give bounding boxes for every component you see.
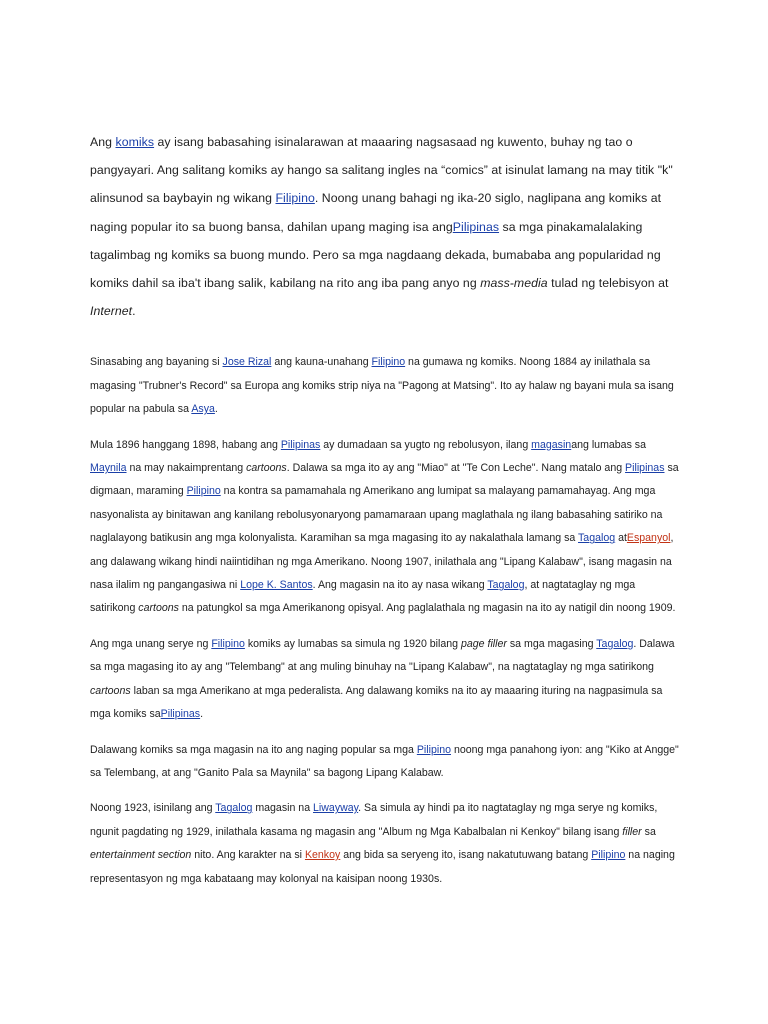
inline-link-pilipinas[interactable]: Pilipinas — [452, 219, 500, 234]
text-run: . Dalawa sa mga magasing ito ay ang "Telembang" at ang muling binuhay na "Lipang Kalabaw", na nagtataglay ng mga satirikong — [90, 637, 675, 674]
text-run: . — [214, 403, 218, 416]
text-run: laban sa mga Amerikano at mga pederalista. Ang dalawang komiks na ito ay maaaring ituring na nagpasimula sa mga komiks sa — [90, 684, 663, 721]
text-run: na naging representasyon ng mga kabataang may kolonyal na kaisipan noong 1930s. — [90, 849, 675, 885]
inline-link-filipino[interactable]: Filipino — [211, 637, 245, 650]
inline-link-kenkoy[interactable]: Kenkoy — [304, 849, 341, 862]
text-run: ay isang babasahing isinalarawan at maaaring nagsasaad ng kuwento, buhay ng tao o pangyayari. Ang salitang komiks ay hango sa salitang ingles na “comics” at isinulat lamang na may titik "k" alinsunod sa baybayin ng wikang — [90, 135, 673, 206]
text-run: na patungkol sa mga Amerikanong opisyal. Ang paglalathala ng magasin na ito ay natigil din noong 1909. — [178, 602, 676, 615]
italic-term: mass-media — [480, 276, 548, 291]
italic-term: cartoons — [138, 602, 179, 615]
inline-link-pilipino[interactable]: Pilipino — [186, 485, 221, 498]
text-run: ang kauna-unahang — [271, 356, 372, 369]
text-run: Ang — [90, 135, 116, 149]
text-run: ay dumadaan sa yugto ng rebolusyon, ilang — [320, 438, 532, 451]
text-run: noong mga panahong iyon: ang "Kiko at Angge" sa Telembang, at ang "Ganito Pala sa Maynila" sa bagong Lipang Kalabaw. — [90, 743, 679, 779]
text-run: komiks ay lumabas sa simula ng 1920 bilang — [244, 637, 461, 650]
body-paragraph — [90, 797, 680, 891]
text-run: . Ang magasin na ito ay nasa wikang — [312, 579, 488, 592]
text-run: ang lumabas sa — [571, 438, 646, 451]
italic-term: cartoons — [90, 684, 131, 697]
italic-term: filler — [622, 825, 642, 838]
text-run: Noong 1923, isinilang ang — [90, 802, 216, 815]
inline-link-pilipinas[interactable]: Pilipinas — [280, 438, 321, 451]
inline-link-jose-rizal[interactable]: Jose Rizal — [222, 356, 272, 369]
text-run: sa — [641, 825, 656, 838]
italic-term: entertainment section — [90, 849, 192, 862]
inline-link-filipino[interactable]: Filipino — [275, 191, 315, 206]
text-run: . Noong unang bahagi ng ika-20 siglo, naglipana ang komiks at naging popular ito sa buong bansa, dahilan upang maging isa ang — [90, 191, 662, 234]
text-run: na gumawa ng komiks. Noong 1884 ay inilathala sa magasing "Trubner's Record" sa Europa ang komiks strip niya na "Pagong at Matsing". Ito ay halaw ng bayani mula sa isang popular na pabula sa — [90, 356, 674, 416]
text-run: Mula 1896 hanggang 1898, habang ang — [90, 438, 281, 451]
inline-link-asya[interactable]: Asya — [191, 403, 215, 416]
text-run: Sinasabing ang bayaning si — [90, 356, 223, 369]
text-run: magasin na — [252, 802, 314, 815]
inline-link-pilipino[interactable]: Pilipino — [416, 743, 451, 756]
inline-link-tagalog[interactable]: Tagalog — [215, 802, 253, 815]
text-run: Dalawang komiks sa mga magasin na ito ang naging popular sa mga — [90, 743, 417, 756]
inline-link-tagalog[interactable]: Tagalog — [578, 532, 616, 545]
text-run: , at nagtataglay ng mga satirikong — [90, 579, 636, 615]
inline-link-komiks[interactable]: komiks — [115, 135, 155, 149]
text-run: . — [132, 304, 136, 319]
body-paragraph — [90, 351, 680, 421]
document-page — [90, 128, 680, 903]
text-run: na kontra sa pamamahala ng Amerikano ang lumipat sa malayang pamamahayag. Ang mga nasyonalista ay binitawan ang kanilang rebolusyonaryong pamamaraan upang maglathala ng ilang babasahing satiriko na naglalayong batikusin ang mga kolonyalista. Karamihan sa mga magasing ito ay nakalathala lamang sa — [90, 485, 663, 545]
italic-term: cartoons — [246, 462, 287, 475]
text-run: at — [615, 532, 627, 545]
inline-link-tagalog[interactable]: Tagalog — [596, 637, 634, 650]
inline-link-pilipinas[interactable]: Pilipinas — [625, 462, 665, 475]
intro-paragraph — [90, 128, 680, 325]
italic-term: page filler — [461, 637, 507, 650]
inline-link-pilipino[interactable]: Pilipino — [591, 849, 626, 862]
inline-link-maynila[interactable]: Maynila — [90, 462, 127, 475]
inline-link-liwayway[interactable]: Liwayway — [313, 802, 359, 815]
text-run: . Sa simula ay hindi pa ito nagtataglay ng mga serye ng komiks, ngunit pagdating ng 1929, inilathala kasama ng magasin ang "Album ng Mga Kabalbalan ni Kenkoy" bilang isang — [90, 802, 658, 838]
text-run: sa mga magasing — [506, 637, 597, 650]
text-run: Ang mga unang serye ng — [90, 637, 212, 650]
text-run: na may nakaimprentang — [126, 462, 247, 475]
text-run: . Dalawa sa mga ito ay ang "Miao" at "Te Con Leche". Nang matalo ang — [286, 462, 626, 475]
inline-link-tagalog[interactable]: Tagalog — [487, 579, 525, 592]
text-run: , ang dalawang wikang hindi naiintidihan ng mga Amerikano. Noong 1907, inilathala ang "Lipang Kalabaw", isang magasin na nasa ilalim ng pangangasiwa ni — [90, 532, 674, 592]
body-paragraph — [90, 434, 680, 621]
inline-link-espanyol[interactable]: Espanyol — [626, 532, 671, 545]
text-run: nito. Ang karakter na si — [191, 849, 305, 862]
body-paragraph — [90, 633, 680, 727]
text-run: sa mga pinakamalalaking tagalimbag ng komiks sa buong mundo. Pero sa mga nagdaang dekada, bumababa ang popularidad ng komiks dahil sa iba't ibang salik, kabilang na rito ang iba pang anyo ng — [90, 219, 661, 291]
text-run: ang bida sa seryeng ito, isang nakatutuwang batang — [340, 849, 592, 862]
italic-term: Internet — [90, 304, 133, 319]
text-run: . — [200, 708, 204, 721]
inline-link-pilipinas[interactable]: Pilipinas — [160, 708, 201, 721]
inline-link-filipino[interactable]: Filipino — [371, 356, 406, 369]
text-run: sa digmaan, maraming — [90, 462, 679, 498]
article-body — [90, 351, 680, 891]
body-paragraph — [90, 739, 680, 786]
inline-link-lope-k-santos[interactable]: Lope K. Santos — [240, 579, 313, 592]
text-run: tulad ng telebisyon at — [547, 276, 669, 291]
inline-link-magasin[interactable]: magasin — [531, 438, 572, 451]
